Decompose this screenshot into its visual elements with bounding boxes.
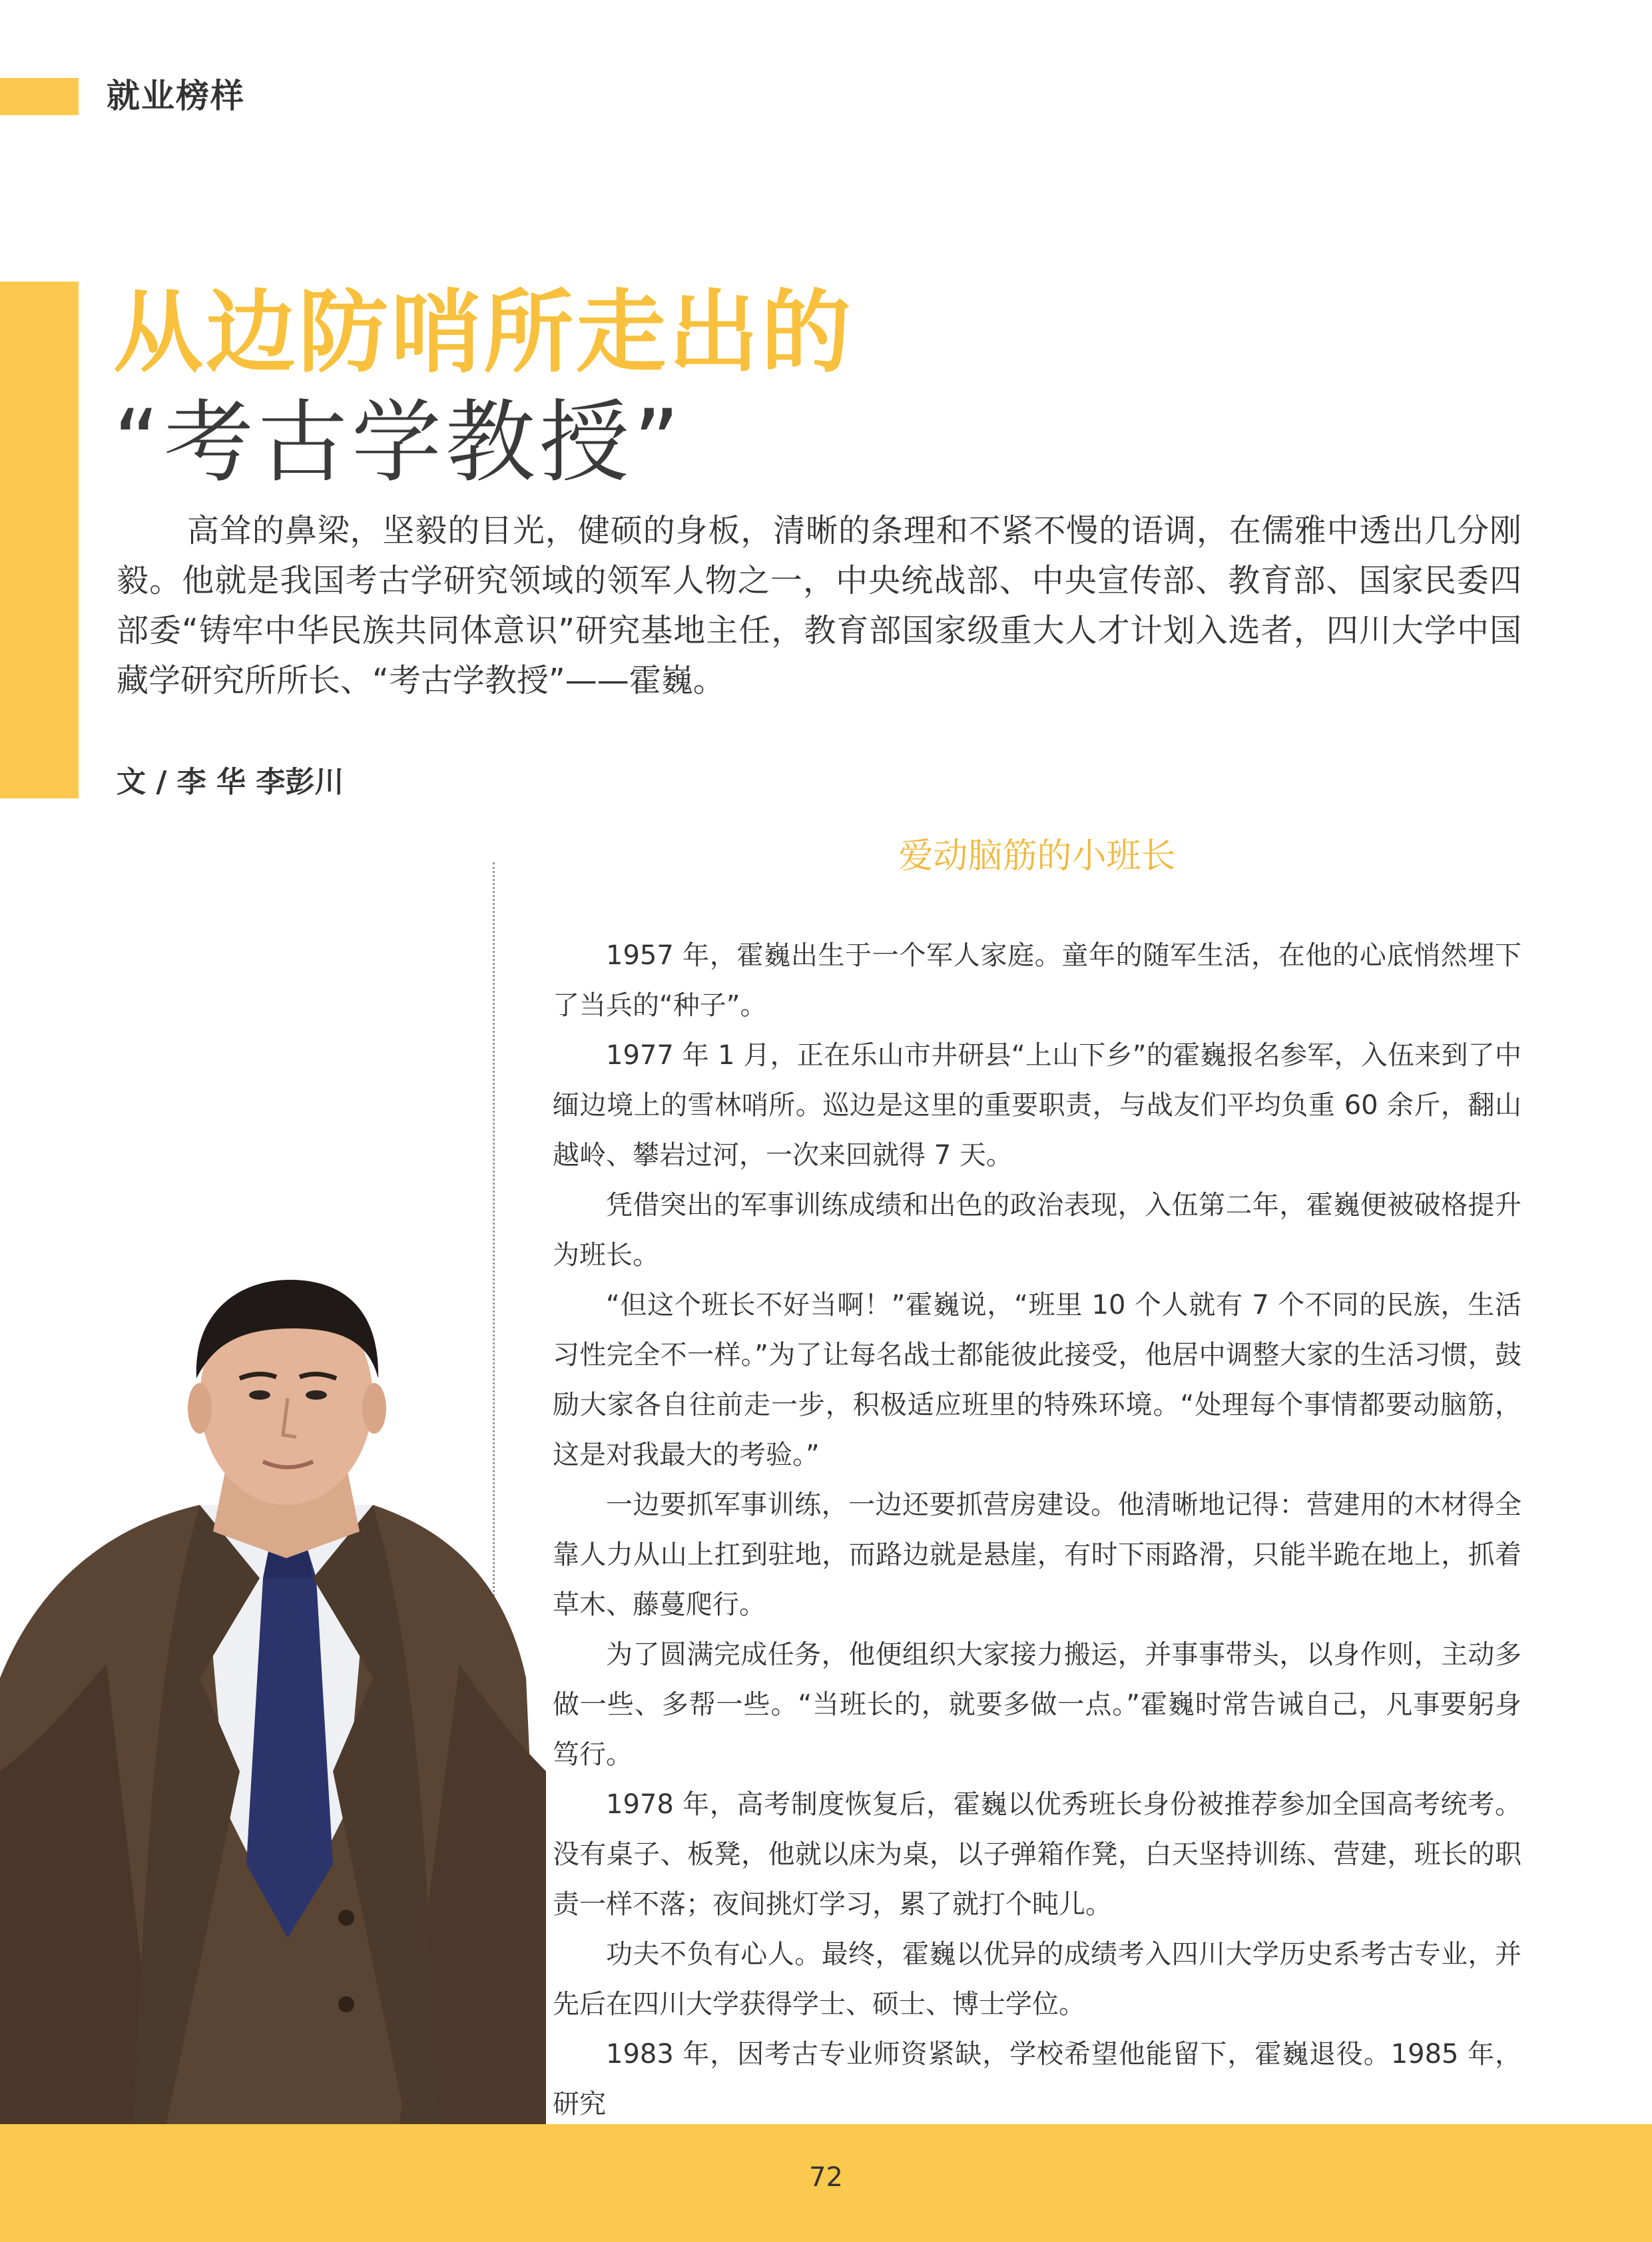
- title-side-bar: [0, 282, 79, 798]
- body-paragraph: 一边要抓军事训练，一边还要抓营房建设。他清晰地记得：营建用的木材得全靠人力从山上扛到驻地，而路边就是悬崖，有时下雨路滑，只能半跪在地上，抓着草木、藤蔓爬行。: [553, 1490, 1521, 1620]
- lead-paragraph: 高耸的鼻梁，坚毅的目光，健硕的身板，清晰的条理和不紧不慢的语调，在儒雅中透出几分刚毅。他就是我国考古学研究领域的领军人物之一，中央统战部、中央宣传部、教育部、国家民委四部委“铸牢中华民族共同体意识”研究基地主任，教育部国家级重大人才计划入选者，四川大学中国藏学研究所所长、“考古学教授”——霍巍。: [117, 512, 1521, 699]
- byline: 文 / 李 华 李彭川: [117, 765, 344, 799]
- section-label: 就业榜样: [107, 77, 245, 115]
- page-number: 72: [809, 2162, 843, 2193]
- body-paragraph: 1978 年，高考制度恢复后，霍巍以优秀班长身份被推荐参加全国高考统考。没有桌子、板凳，他就以床为桌，以子弹箱作凳，白天坚持训练、营建，班长的职责一样不落；夜间挑灯学习，累了就打个盹儿。: [553, 1789, 1521, 1920]
- body-paragraph: 1957 年，霍巍出生于一个军人家庭。童年的随军生活，在他的心底悄然埋下了当兵的“种子”。: [553, 940, 1521, 1021]
- section-subheading: 爱动脑筋的小班长: [898, 836, 1176, 876]
- portrait-photo: [0, 1265, 546, 2124]
- body-paragraph: 1983 年，因考古专业师资紧缺，学校希望他能留下，霍巍退役。1985 年，研究: [553, 2039, 1521, 2119]
- body-text: [553, 931, 1521, 2129]
- article-title-line2: “考古学教授”: [113, 390, 684, 495]
- article-title-line1: 从边防哨所走出的: [113, 280, 854, 385]
- section-marker-bar: [0, 78, 79, 115]
- body-paragraph: 凭借突出的军事训练成绩和出色的政治表现，入伍第二年，霍巍便被破格提升为班长。: [553, 1190, 1521, 1270]
- body-paragraph: 为了圆满完成任务，他便组织大家接力搬运，并事事带头，以身作则，主动多做一些、多帮一些。“当班长的，就要多做一点。”霍巍时常告诫自己，凡事要躬身笃行。: [553, 1639, 1521, 1770]
- body-paragraph: 1977 年 1 月，正在乐山市井研县“上山下乡”的霍巍报名参军，入伍来到了中缅边境上的雪林哨所。巡边是这里的重要职责，与战友们平均负重 60 余斤，翻山越岭、攀岩过河，一次来回就得 7 天。: [553, 1040, 1521, 1171]
- body-paragraph: “但这个班长不好当啊！”霍巍说，“班里 10 个人就有 7 个不同的民族，生活习性完全不一样。”为了让每名战士都能彼此接受，他居中调整大家的生活习惯，鼓励大家各自往前走一步，积极适应班里的特殊环境。“处理每个事情都要动脑筋，这是对我最大的考验。”: [553, 1290, 1521, 1470]
- body-paragraph: 功夫不负有心人。最终，霍巍以优异的成绩考入四川大学历史系考古专业，并先后在四川大学获得学士、硕士、博士学位。: [553, 1939, 1521, 2020]
